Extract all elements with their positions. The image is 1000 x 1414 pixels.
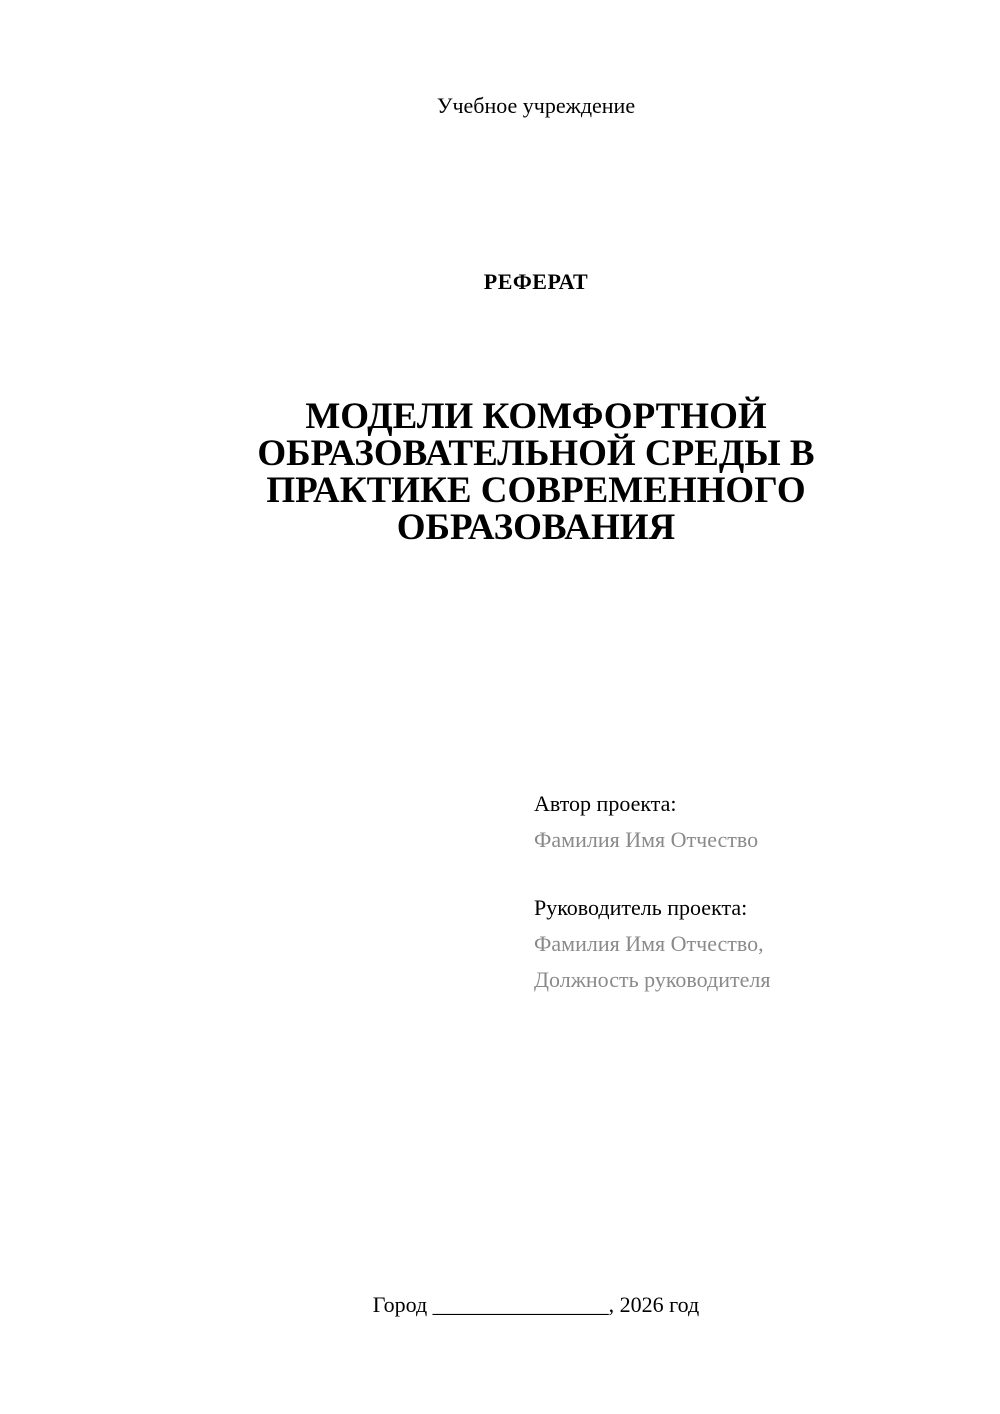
title-line-2: ОБРАЗОВАТЕЛЬНОЙ СРЕДЫ В: [257, 433, 815, 474]
title-line-4: ОБРАЗОВАНИЯ: [396, 507, 676, 548]
document-title: [186, 398, 886, 546]
document-type: РЕФЕРАТ: [483, 269, 589, 294]
author-label: Автор проекта:: [534, 791, 677, 816]
credits-spacer: [534, 858, 974, 890]
title-line-3: ПРАКТИКЕ СОВРЕМЕННОГО: [266, 470, 806, 511]
supervisor-label: Руководитель проекта:: [534, 895, 748, 920]
supervisor-name: Фамилия Имя Отчество,: [534, 931, 764, 956]
city-year-line: Город ________________, 2026 год: [372, 1292, 700, 1317]
title-line-1: МОДЕЛИ КОМФОРТНОЙ: [305, 396, 767, 437]
institution-name: Учебное учреждение: [436, 93, 636, 118]
credits-block: [534, 786, 974, 998]
author-name: Фамилия Имя Отчество: [534, 827, 759, 852]
supervisor-position: Должность руководителя: [534, 967, 771, 992]
